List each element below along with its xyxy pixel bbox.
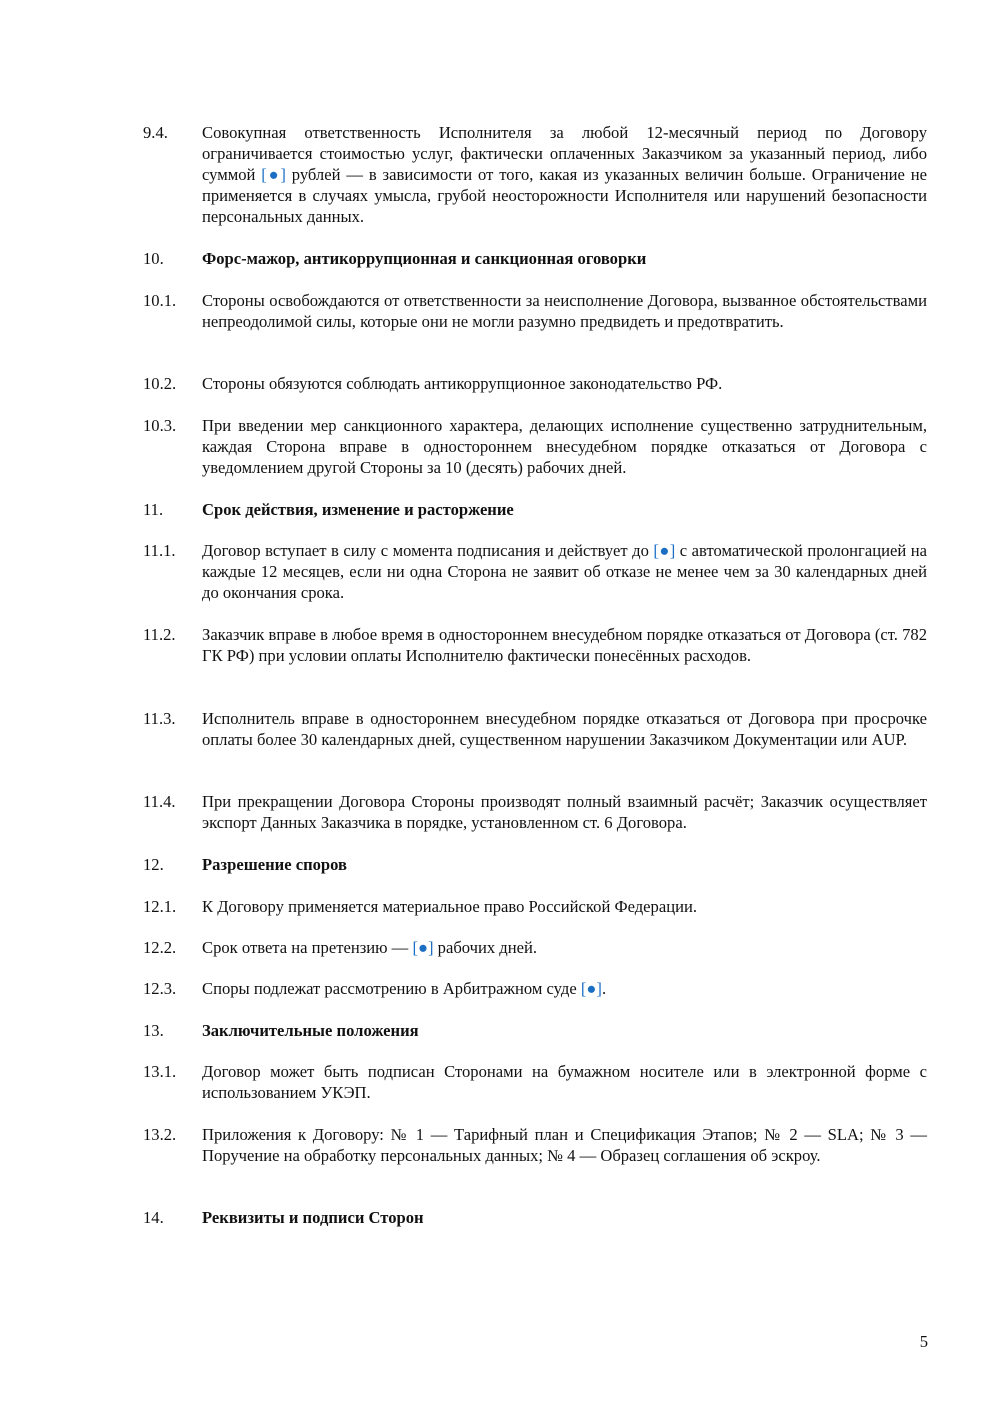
section-title: Реквизиты и подписи Сторон — [202, 1208, 424, 1227]
clause-text — [202, 540, 927, 603]
clause-number: 9.4. — [143, 123, 168, 142]
placeholder-marker: [●] — [580, 979, 602, 998]
clause-text: К Договору применяется материальное право Российской Федерации. — [202, 897, 697, 916]
section-heading-10 — [143, 248, 927, 269]
section-number: 13. — [143, 1021, 164, 1040]
clause-text: При прекращении Договора Стороны производят полный взаимный расчёт; Заказчик осуществляет экспорт Данных Заказчика в порядке, установленном ст. 6 Договора. — [202, 792, 927, 832]
clause-text-part: Срок ответа на претензию — — [202, 938, 413, 957]
clause-text-part: с автоматической пролонгацией на каждые 12 месяцев, если ни одна Сторона не заявит об отказе не менее чем за 30 календарных дней до окончания срока. — [202, 541, 928, 602]
clause-number: 10.2. — [143, 374, 177, 393]
clause-12-1 — [143, 896, 927, 917]
clause-13-2 — [143, 1124, 927, 1166]
clause-text-part: . — [601, 979, 607, 998]
clause-text: При введении мер санкционного характера, делающих исполнение существенно затруднительным, каждая Сторона вправе в одностороннем внесудебном порядке отказаться от Договора с уведомлением другой Стороны за 10 (десять) рабочих дней. — [202, 416, 927, 477]
clause-number: 11.1. — [143, 541, 176, 560]
clause-11-2 — [143, 624, 927, 666]
clause-text: Договор может быть подписан Сторонами на бумажном носителе или в электронной форме с использованием УКЭП. — [202, 1062, 927, 1102]
clause-10-2 — [143, 373, 927, 394]
section-number: 11. — [143, 500, 164, 519]
clause-12-2 — [143, 937, 927, 958]
placeholder-marker: [●] — [653, 541, 676, 560]
clause-text-part: Совокупная ответственность Исполнителя за любой 12-месячный период по Договору ограничивается стоимостью услуг, фактически оплаченных Заказчиком за указанный период, либо суммой — [202, 123, 927, 184]
page-number: 5 — [919, 1332, 928, 1351]
section-title: Заключительные положения — [202, 1021, 419, 1040]
clause-number: 11.4. — [143, 792, 176, 811]
section-heading-11 — [143, 499, 927, 520]
clause-11-1 — [143, 540, 927, 603]
clause-text: Исполнитель вправе в одностороннем внесудебном порядке отказаться от Договора при просрочке оплаты более 30 календарных дней, существенном нарушении Заказчиком Документации или AUP. — [202, 709, 927, 749]
clause-number: 10.1. — [143, 291, 177, 310]
clause-text-part: рабочих дней. — [433, 938, 538, 957]
clause-number: 12.3. — [143, 979, 177, 998]
clause-13-1 — [143, 1061, 927, 1103]
section-number: 14. — [143, 1208, 164, 1227]
clause-11-3 — [143, 708, 927, 750]
placeholder-marker: [●] — [261, 165, 286, 184]
section-title: Срок действия, изменение и расторжение — [202, 500, 514, 519]
placeholder-marker: [●] — [412, 938, 434, 957]
clause-text-part: Споры подлежат рассмотрению в Арбитражном суде — [202, 979, 581, 998]
clause-text: Заказчик вправе в любое время в одностороннем внесудебном порядке отказаться от Договора (ст. 782 ГК РФ) при условии оплаты Исполнителю фактически понесённых расходов. — [202, 625, 927, 665]
section-heading-13 — [143, 1020, 927, 1041]
clause-text: Приложения к Договору: № 1 — Тарифный план и Спецификация Этапов; № 2 — SLA; № 3 — Поручение на обработку персональных данных; № 4 — Образец соглашения об эскроу. — [202, 1125, 927, 1165]
section-number: 10. — [143, 249, 164, 268]
clause-9-4 — [143, 122, 927, 227]
clause-text — [202, 978, 927, 999]
clause-text: Стороны освобождаются от ответственности за неисполнение Договора, вызванное обстоятельствами непреодолимой силы, которые они не могли разумно предвидеть и предотвратить. — [202, 291, 927, 331]
section-title: Разрешение споров — [202, 855, 348, 874]
clause-number: 11.3. — [143, 709, 176, 728]
section-heading-14 — [143, 1207, 927, 1228]
clause-number: 12.2. — [143, 938, 177, 957]
clause-text — [202, 937, 927, 958]
clause-text-part: Договор вступает в силу с момента подписания и действует до — [202, 541, 654, 560]
clause-number: 11.2. — [143, 625, 176, 644]
clause-11-4 — [143, 791, 927, 833]
clause-text: Стороны обязуются соблюдать антикоррупционное законодательство РФ. — [202, 374, 723, 393]
clause-10-1 — [143, 290, 927, 332]
clause-12-3 — [143, 978, 927, 999]
clause-number: 13.2. — [143, 1125, 177, 1144]
clause-number: 12.1. — [143, 897, 177, 916]
clause-text — [202, 122, 927, 227]
clause-10-3 — [143, 415, 927, 478]
clause-number: 10.3. — [143, 416, 177, 435]
section-number: 12. — [143, 855, 164, 874]
clause-number: 13.1. — [143, 1062, 177, 1081]
section-heading-12 — [143, 854, 927, 875]
section-title: Форс-мажор, антикоррупционная и санкционная оговорки — [202, 249, 647, 268]
clause-text-part: рублей — в зависимости от того, какая из указанных величин больше. Ограничение не применяется в случаях умысла, грубой неосторожности Исполнителя или нарушений безопасности персональных данных. — [202, 165, 927, 226]
